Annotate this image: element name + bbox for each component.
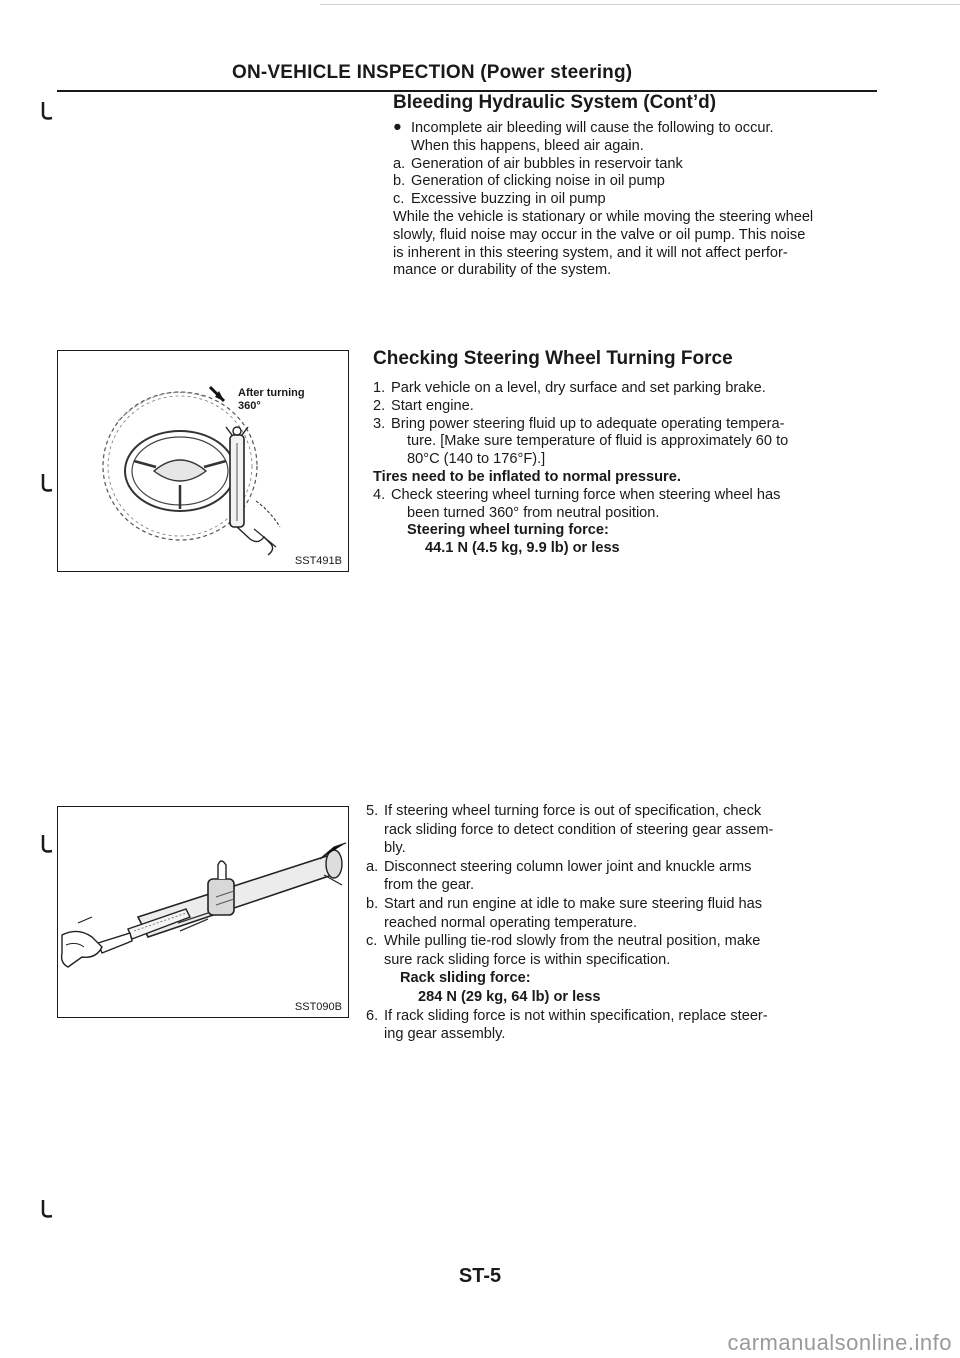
checking-body <box>373 380 788 558</box>
bullet-line: When this happens, bleed air again. <box>411 137 644 154</box>
bleeding-body <box>393 120 813 280</box>
page-header-title: ON-VEHICLE INSPECTION (Power steering) <box>232 62 633 83</box>
binder-mark-icon <box>40 100 54 124</box>
step-continuation: rack sliding force to detect condition of steering gear assem- <box>384 821 774 838</box>
bleeding-section <box>393 92 813 280</box>
step-item: 4. Check steering wheel turning force when steering wheel has <box>373 486 781 503</box>
step-item: 3. Bring power steering fluid up to adequate operating tempera- <box>373 415 785 432</box>
figure-rack-gauge <box>57 806 349 1018</box>
checking-section <box>373 348 788 558</box>
figure-code: SST090B <box>294 1001 342 1013</box>
step-continuation: 80°C (140 to 176°F).] <box>407 451 546 468</box>
top-edge-rule <box>320 4 960 5</box>
bullet-line: ● Incomplete air bleeding will cause the following to occur. <box>393 119 774 136</box>
figure-callout-line2: 360° <box>238 400 261 412</box>
list-item: a. Disconnect steering column lower joint and knuckle arms <box>366 858 752 875</box>
checking-section-title: Checking Steering Wheel Turning Force <box>373 348 733 369</box>
paragraph-line: slowly, fluid noise may occur in the valve or oil pump. This noise <box>393 226 806 243</box>
paragraph-line: mance or durability of the system. <box>393 262 612 279</box>
page-number: ST-5 <box>458 1265 502 1287</box>
spec-label: Steering wheel turning force: <box>407 522 609 539</box>
spec-value: 44.1 N (4.5 kg, 9.9 lb) or less <box>425 540 620 557</box>
watermark: carmanualsonline.info <box>727 1330 952 1355</box>
list-item: c. Excessive buzzing in oil pump <box>393 191 606 208</box>
list-item: b. Start and run engine at idle to make sure steering fluid has <box>366 895 763 912</box>
step-continuation: ture. [Make sure temperature of fluid is approximately 60 to <box>407 433 789 450</box>
list-item: a. Generation of air bubbles in reservoir tank <box>393 155 683 172</box>
paragraph-line: While the vehicle is stationary or while moving the steering wheel <box>393 208 814 225</box>
bleeding-section-title: Bleeding Hydraulic System (Cont’d) <box>393 92 717 113</box>
list-item: b. Generation of clicking noise in oil pump <box>393 173 665 190</box>
binder-mark-icon <box>40 833 54 857</box>
rack-sliding-force-illustration <box>58 807 347 1016</box>
figure-callout-line1: After turning <box>238 387 305 399</box>
rack-section <box>366 802 773 1044</box>
figure-callout <box>238 387 305 413</box>
binder-mark-icon <box>40 472 54 496</box>
bullet-icon: ● <box>393 119 402 135</box>
spec-value: 284 N (29 kg, 64 lb) or less <box>418 988 601 1005</box>
step-item: 2. Start engine. <box>373 397 474 414</box>
figure-code: SST491B <box>294 555 342 567</box>
figure-steering-wheel <box>57 350 349 572</box>
binder-mark-icon <box>40 1198 54 1222</box>
step-item: 1. Park vehicle on a level, dry surface and set parking brake. <box>373 380 766 396</box>
step-continuation: ing gear assembly. <box>384 1026 506 1043</box>
spec-label: Rack sliding force: <box>400 970 531 987</box>
step-continuation: from the gear. <box>384 877 475 894</box>
step-item: 6. If rack sliding force is not within specification, replace steer- <box>366 1007 768 1024</box>
steering-wheel-gauge-illustration <box>58 351 347 570</box>
step-item: 5. If steering wheel turning force is out of specification, check <box>366 803 762 819</box>
step-continuation: bly. <box>384 840 406 857</box>
tires-note: Tires need to be inflated to normal pressure. <box>373 468 681 485</box>
step-continuation: reached normal operating temperature. <box>384 914 638 931</box>
step-continuation: been turned 360° from neutral position. <box>407 504 660 521</box>
rack-body <box>366 802 773 1044</box>
list-item: c. While pulling tie-rod slowly from the neutral position, make <box>366 933 761 950</box>
paragraph-line: is inherent in this steering system, and it will not affect perfor- <box>393 244 788 261</box>
step-continuation: sure rack sliding force is within specification. <box>384 951 671 968</box>
